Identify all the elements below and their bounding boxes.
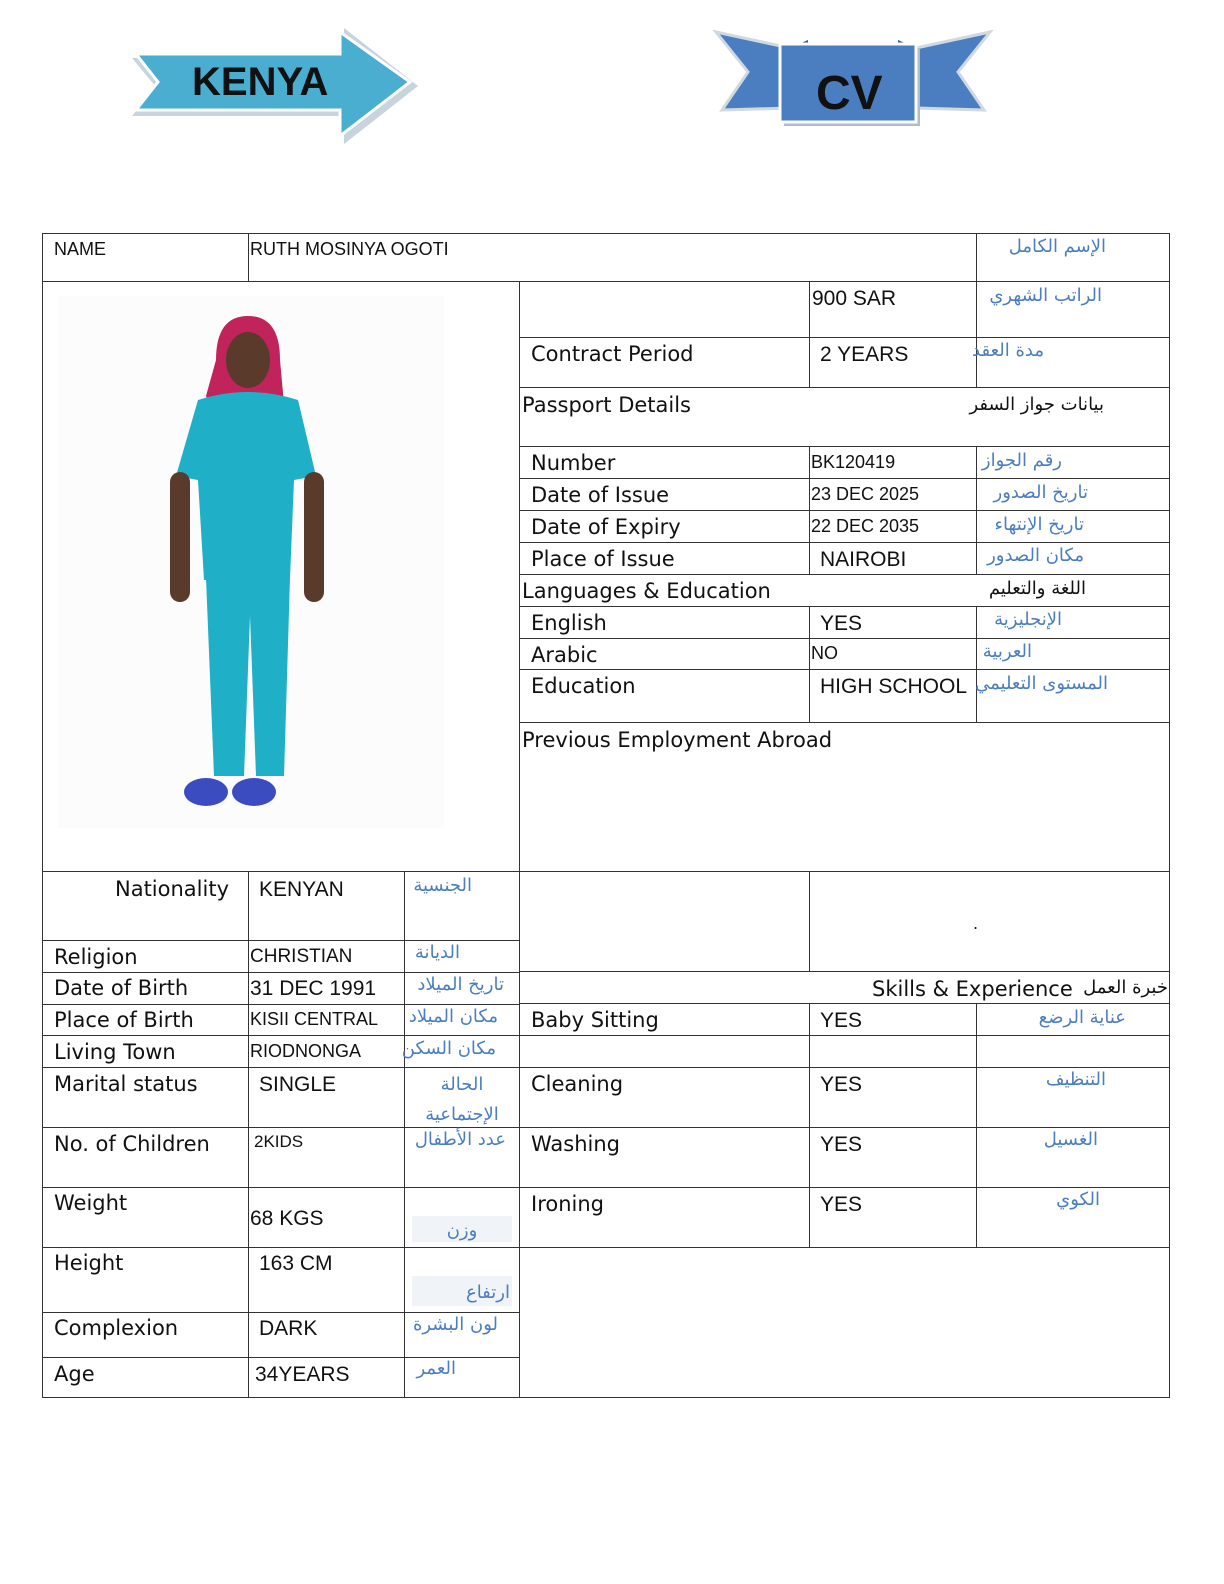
english-ar: الإنجليزية: [994, 609, 1062, 630]
cleaning-label: Cleaning: [531, 1072, 624, 1096]
ironing-value: YES: [820, 1193, 863, 1216]
religion-ar: الديانة: [414, 942, 460, 963]
age-ar: العمر: [416, 1358, 456, 1379]
complexion-value: DARK: [259, 1317, 318, 1340]
name-value: RUTH MOSINYA OGOTI: [250, 239, 449, 259]
washing-value: YES: [820, 1133, 863, 1156]
cv-title: CV: [816, 67, 883, 120]
expiry-date-ar: تاريخ الإنتهاء: [994, 514, 1084, 535]
skills-header: Skills & Experience: [872, 977, 1073, 1001]
place-issue-value: NAIROBI: [820, 548, 907, 571]
age-label: Age: [54, 1362, 95, 1386]
salary-ar: الراتب الشهري: [989, 285, 1102, 306]
pob-ar: مكان الميلاد: [408, 1006, 498, 1027]
contract-ar: مدة العقد: [972, 340, 1044, 361]
children-label: No. of Children: [54, 1132, 210, 1156]
dob-label: Date of Birth: [54, 976, 189, 1000]
education-ar: المستوى التعليمي: [975, 673, 1108, 694]
languages-header: Languages & Education: [522, 579, 771, 603]
candidate-photo: [58, 296, 444, 828]
weight-label: Weight: [54, 1191, 128, 1215]
dob-ar: تاريخ الميلاد: [417, 974, 504, 995]
nationality-value: KENYAN: [259, 878, 344, 901]
pob-value: KISII CENTRAL: [250, 1009, 379, 1029]
age-value: 34YEARS: [255, 1363, 350, 1386]
person-figure-icon: [58, 296, 444, 828]
english-label: English: [531, 611, 607, 635]
contract-label: Contract Period: [531, 342, 694, 366]
height-value: 163 CM: [259, 1252, 333, 1275]
pob-label: Place of Birth: [54, 1008, 194, 1032]
children-value: 2KIDS: [254, 1132, 304, 1151]
passport-number-label: Number: [531, 451, 616, 475]
town-ar: مكان السكن: [401, 1038, 496, 1059]
arabic-label: Arabic: [531, 643, 598, 667]
town-value: RIODNONGA: [250, 1041, 362, 1061]
issue-date-value: 23 DEC 2025: [811, 484, 920, 504]
baby-sitting-value: YES: [820, 1009, 863, 1032]
nationality-label: Nationality: [115, 877, 230, 901]
passport-number-value: BK120419: [811, 452, 896, 472]
previous-employment-header: Previous Employment Abroad: [522, 728, 833, 752]
arabic-value: NO: [811, 643, 838, 663]
passport-number-ar: رقم الجواز: [981, 450, 1062, 471]
languages-header-ar: اللغة والتعليم: [988, 578, 1086, 599]
place-issue-ar: مكان الصدور: [987, 545, 1084, 566]
religion-value: CHRISTIAN: [250, 946, 353, 967]
marital-value: SINGLE: [259, 1073, 337, 1096]
country-title: KENYA: [192, 60, 329, 104]
height-ar: ارتفاع: [465, 1282, 510, 1303]
issue-date-ar: تاريخ الصدور: [993, 482, 1088, 503]
ironing-ar: الكوي: [1056, 1189, 1100, 1210]
expiry-date-value: 22 DEC 2035: [811, 516, 920, 536]
education-value: HIGH SCHOOL: [820, 675, 968, 698]
washing-label: Washing: [531, 1132, 621, 1156]
place-issue-label: Place of Issue: [531, 547, 675, 571]
marital-ar: الحالة الإجتماعية: [425, 1074, 499, 1125]
issue-date-label: Date of Issue: [531, 483, 670, 507]
name-ar: الإسم الكامل: [1008, 236, 1106, 257]
complexion-label: Complexion: [54, 1316, 179, 1340]
contract-value: 2 YEARS: [820, 343, 909, 366]
arabic-ar: العربية: [982, 641, 1032, 662]
cleaning-ar: التنظيف: [1045, 1069, 1106, 1090]
baby-sitting-label: Baby Sitting: [531, 1008, 659, 1032]
town-label: Living Town: [54, 1040, 176, 1064]
height-label: Height: [54, 1251, 124, 1275]
cleaning-value: YES: [820, 1073, 863, 1096]
dob-value: 31 DEC 1991: [250, 977, 377, 1000]
washing-ar: الغسيل: [1043, 1129, 1098, 1150]
english-value: YES: [820, 612, 863, 635]
marital-label: Marital status: [54, 1072, 198, 1096]
expiry-date-label: Date of Expiry: [531, 515, 681, 539]
nationality-ar: الجنسية: [413, 875, 472, 896]
religion-label: Religion: [54, 945, 138, 969]
name-label: NAME: [54, 239, 107, 259]
baby-sitting-ar: عناية الرضع: [1038, 1007, 1126, 1028]
passport-header: Passport Details: [522, 393, 691, 417]
education-label: Education: [531, 674, 636, 698]
passport-header-ar: بيانات جواز السفر: [969, 394, 1104, 415]
complexion-ar: لون البشرة: [412, 1314, 498, 1335]
skills-header-ar: خبرة العمل: [1083, 977, 1168, 998]
salary-value: 900 SAR: [812, 287, 897, 310]
children-ar: عدد الأطفال: [414, 1129, 506, 1150]
weight-value: 68 KGS: [250, 1207, 324, 1230]
ironing-label: Ironing: [531, 1192, 604, 1216]
dot-mark: .: [973, 914, 979, 933]
weight-ar: وزن: [446, 1220, 478, 1241]
